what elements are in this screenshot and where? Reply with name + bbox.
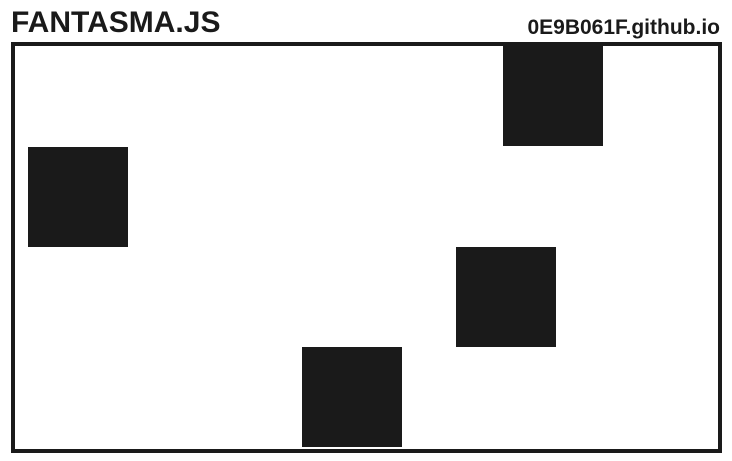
black-square-block — [456, 247, 556, 347]
game-stage[interactable] — [11, 42, 722, 453]
page-title: FANTASMA.JS — [11, 6, 221, 39]
black-square-block — [302, 347, 402, 447]
black-square-block — [28, 147, 128, 247]
black-square-block — [503, 46, 603, 146]
site-url-link[interactable]: 0E9B061F.github.io — [527, 16, 720, 39]
